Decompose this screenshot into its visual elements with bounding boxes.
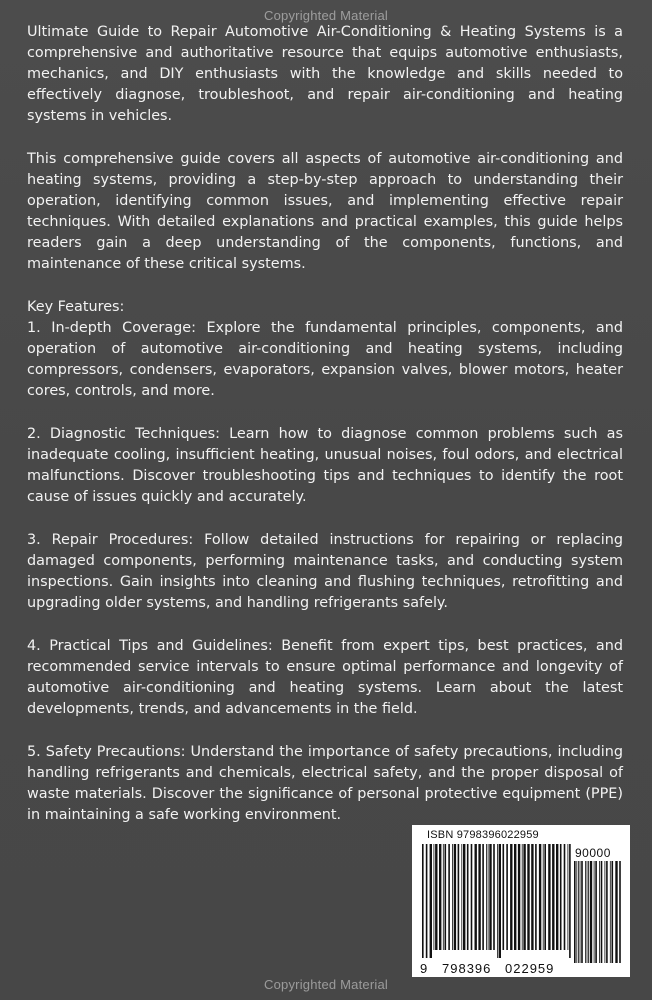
barcode-bar [580,861,581,963]
barcode-bar [615,861,617,963]
barcode-bar [486,844,487,950]
barcode-bar [471,844,473,950]
feature-item-repair: 3. Repair Procedures: Follow detailed instructions for repairing or replacing damaged components, performing maintenance tasks, and conducting system inspections. Gain insights into cleaning and flushing techniques, retrofitting and upgrading older systems, and handling refrigerants safely. [27,532,623,611]
barcode-bar [535,844,537,950]
barcode-bar [506,844,508,950]
barcode-bar [499,844,501,958]
barcode-bar [514,844,516,950]
barcode-bar [445,844,447,950]
barcode-bar [594,861,595,963]
barcode-bar [488,844,489,950]
barcode-bar [568,844,569,950]
barcode-bar [503,844,505,950]
barcode-digits-left: 798396 [442,961,492,976]
barcode-bar [548,844,550,950]
barcode-bar [552,844,554,950]
barcode-bar [599,861,600,963]
blurb-text [27,22,623,848]
intro-paragraph: Ultimate Guide to Repair Automotive Air-Conditioning & Heating Systems is a comprehensive and authoritative resource that equips automotive enthusiasts, mechanics, and DIY enthusiasts with the knowledge and skills needed to effectively diagnose, troubleshoot, and repair air-conditioning and heating systems in vehicles. [27,24,623,124]
barcode-bar [489,844,491,950]
feature-item-coverage: 1. In-depth Coverage: Explore the fundamental principles, components, and operation of automotive air-conditioning and heating systems, including compressors, condensers, evaporators, expansion valves, blower motors, heater cores, controls, and more. [27,320,623,399]
barcode-bar [452,844,453,950]
price-addon-barcode [574,861,622,971]
feature-item-diagnostics: 2. Diagnostic Techniques: Learn how to diagnose common problems such as inadequate cooling, insufficient heating, unusual noises, foul odors, and electrical malfunctions. Discover troubleshooting tips and techniques to identify the root cause of issues quickly and accurately. [27,426,623,505]
barcode-bar [574,861,576,963]
watermark-bottom: Copyrighted Material [264,977,388,992]
isbn-barcode-block [412,825,630,977]
barcode-bar [454,844,456,950]
barcode-bar [578,861,579,963]
barcode-bar [461,844,462,950]
overview-paragraph: This comprehensive guide covers all aspects of automotive air-conditioning and heating systems, providing a step-by-step approach to understanding their operation, identifying common issues, and implementing effective repair techniques. With detailed explanations and practical examples, this guide helps readers gain a deep understanding of the components, functions, and maintenance of these critical systems. [27,151,623,272]
barcode-bar [435,844,437,950]
barcode-bar [430,844,432,958]
barcode-bar [595,861,597,963]
barcode-bar [475,844,477,950]
barcode-bar [606,861,608,963]
barcode-bar [619,861,621,963]
barcode-bar [539,844,541,950]
barcode-bar [518,844,520,950]
barcode-bar [581,861,583,963]
barcode-bar [605,861,606,963]
barcode-bar [493,844,495,950]
barcode-bar [463,844,465,950]
feature-item-safety: 5. Safety Precautions: Understand the importance of safety precautions, including handling refrigerants and chemicals, electrical safety, and the proper disposal of waste materials. Discover the significance of personal protective equipment (PPE) in maintaining a safe working environment. [27,744,623,823]
barcode-bar [576,861,577,963]
watermark-top: Copyrighted Material [264,8,388,23]
barcode-bar [478,844,480,950]
barcode-digit-first: 9 [420,961,429,976]
barcode-bar [510,844,512,950]
barcode-bar [497,844,498,958]
barcode-bar [426,844,428,958]
barcode-bar [601,861,603,963]
barcode-bar [443,844,444,950]
barcode-digits-right: 022959 [505,961,555,976]
barcode-bar [569,844,571,958]
ean13-barcode [422,844,572,958]
barcode-bar [610,861,611,963]
barcode-bar [556,844,558,950]
barcode-bar [482,844,484,950]
barcode-bar [422,844,424,958]
barcode-bar [467,844,469,950]
barcode-bar [587,861,588,963]
barcode-bar [560,844,562,950]
barcode-bar [458,844,460,950]
isbn-label: ISBN 9798396022959 [427,829,539,841]
barcode-bar [434,844,435,950]
barcode-bar [448,844,450,950]
barcode-bar [612,861,614,963]
barcode-bar [588,861,589,963]
barcode-bar [590,861,592,963]
barcode-bar [544,844,546,950]
barcode-bar [439,844,441,950]
barcode-bar [564,844,566,950]
price-code: 90000 [575,846,611,860]
key-features-heading: Key Features: [27,299,125,315]
barcode-bar [522,844,523,950]
barcode-bar [523,844,525,950]
barcode-bar [531,844,533,950]
barcode-bar [543,844,544,950]
barcode-bar [585,861,586,963]
feature-item-tips: 4. Practical Tips and Guidelines: Benefit from expert tips, best practices, and recommended service intervals to ensure optimal performance and longevity of automotive air-conditioning and heating systems. Learn about the latest developments, trends, and advancements in the field. [27,638,623,717]
barcode-bar [527,844,529,950]
